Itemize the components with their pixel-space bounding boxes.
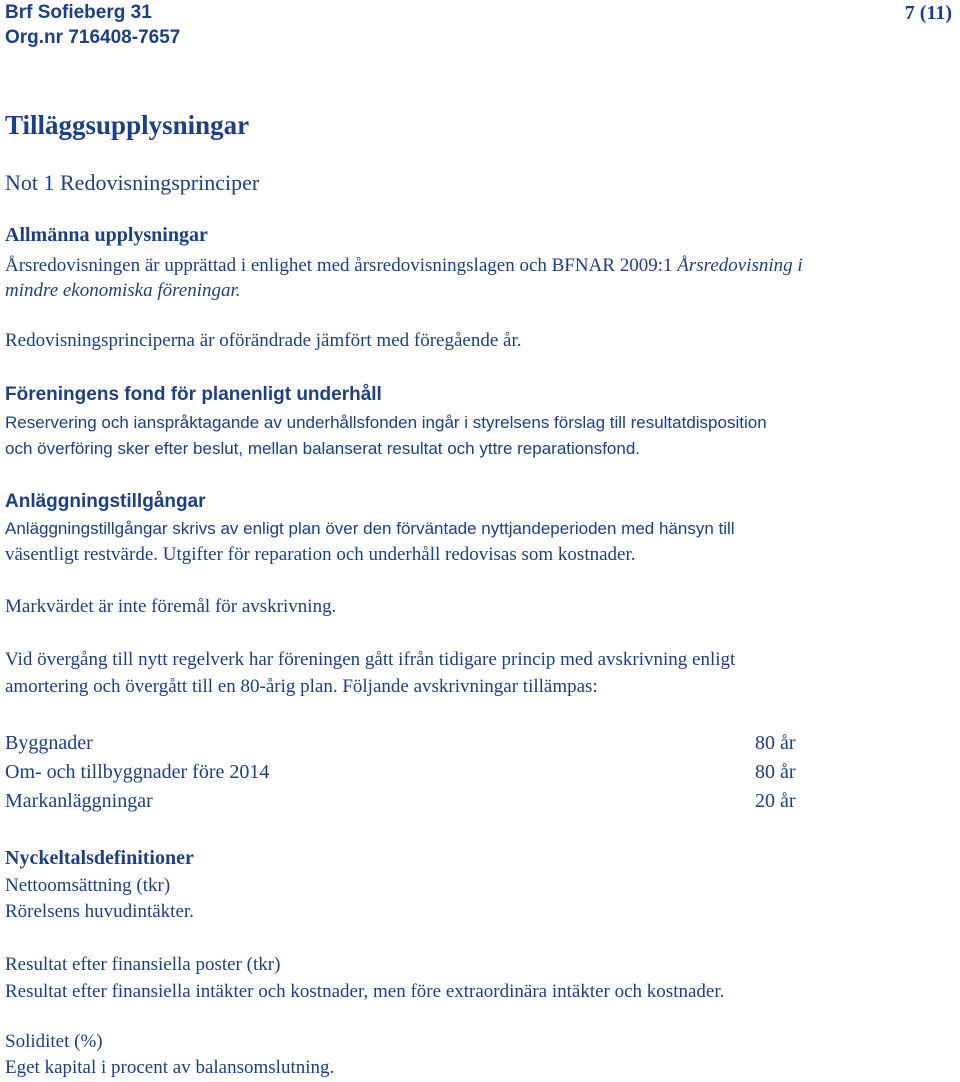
- nyckeltal-term: Resultat efter finansiella poster (tkr): [5, 954, 281, 975]
- row-value: 20 år: [755, 790, 796, 812]
- anlaggning-paragraph-3-line-2: amortering och övergått till en 80-årig plan. Följande avskrivningar tillämpas:: [5, 676, 598, 697]
- section-heading-anlaggning: Anläggningstillgångar: [5, 491, 206, 512]
- page-title: Tilläggsupplysningar: [5, 110, 250, 140]
- row-value: 80 år: [755, 761, 796, 783]
- section-heading-fond: Föreningens fond för planenligt underhåll: [5, 384, 382, 405]
- nyckeltal-definition: Resultat efter finansiella intäkter och kostnader, men före extraordinära intäkter och kostnader.: [5, 981, 725, 1002]
- note-title: Not 1 Redovisningsprinciper: [5, 170, 260, 195]
- row-label: Om- och tillbyggnader före 2014: [5, 761, 270, 783]
- org-name: Brf Sofieberg 31: [5, 2, 152, 23]
- org-number: Org.nr 716408-7657: [5, 27, 181, 48]
- anlaggning-paragraph-3-line-1: Vid övergång till nytt regelverk har föreningen gått ifrån tidigare princip med avskrivning enligt: [5, 649, 736, 670]
- row-value: 80 år: [755, 732, 796, 754]
- allmanna-line-1: [5, 256, 803, 275]
- allmanna-line-1-plain: Årsredovisningen är upprättad i enlighet med årsredovisningslagen och BFNAR 2009:1: [5, 255, 678, 276]
- nyckeltal-term: Soliditet (%): [5, 1031, 103, 1052]
- anlaggning-line-2: väsentligt restvärde. Utgifter för reparation och underhåll redovisas som kostnader.: [5, 544, 636, 565]
- anlaggning-paragraph-2: Markvärdet är inte föremål för avskrivning.: [5, 596, 337, 617]
- allmanna-paragraph-2: Redovisningsprinciperna är oförändrade jämfört med föregående år.: [5, 330, 522, 351]
- nyckeltal-definition: Eget kapital i procent av balansomslutning.: [5, 1057, 335, 1078]
- row-label: Byggnader: [5, 732, 93, 754]
- anlaggning-line-1: Anläggningstillgångar skrivs av enligt plan över den förväntade nyttjandeperioden med hänsyn till: [5, 519, 735, 538]
- allmanna-line-1-italic: Årsredovisning i: [677, 255, 803, 276]
- nyckeltal-definition: Rörelsens huvudintäkter.: [5, 901, 194, 922]
- fond-line-1: Reservering och ianspråktagande av underhållsfonden ingår i styrelsens förslag till resultatdisposition: [5, 413, 767, 432]
- section-heading-nyckeltal: Nyckeltalsdefinitioner: [5, 847, 194, 869]
- section-heading-allmanna: Allmänna upplysningar: [5, 224, 208, 246]
- fond-line-2: och överföring sker efter beslut, mellan balanserat resultat och yttre reparationsfond.: [5, 439, 641, 458]
- page-number: 7 (11): [904, 2, 952, 24]
- allmanna-line-2: mindre ekonomiska föreningar.: [5, 280, 241, 301]
- nyckeltal-term: Nettoomsättning (tkr): [5, 875, 171, 896]
- row-label: Markanläggningar: [5, 790, 153, 812]
